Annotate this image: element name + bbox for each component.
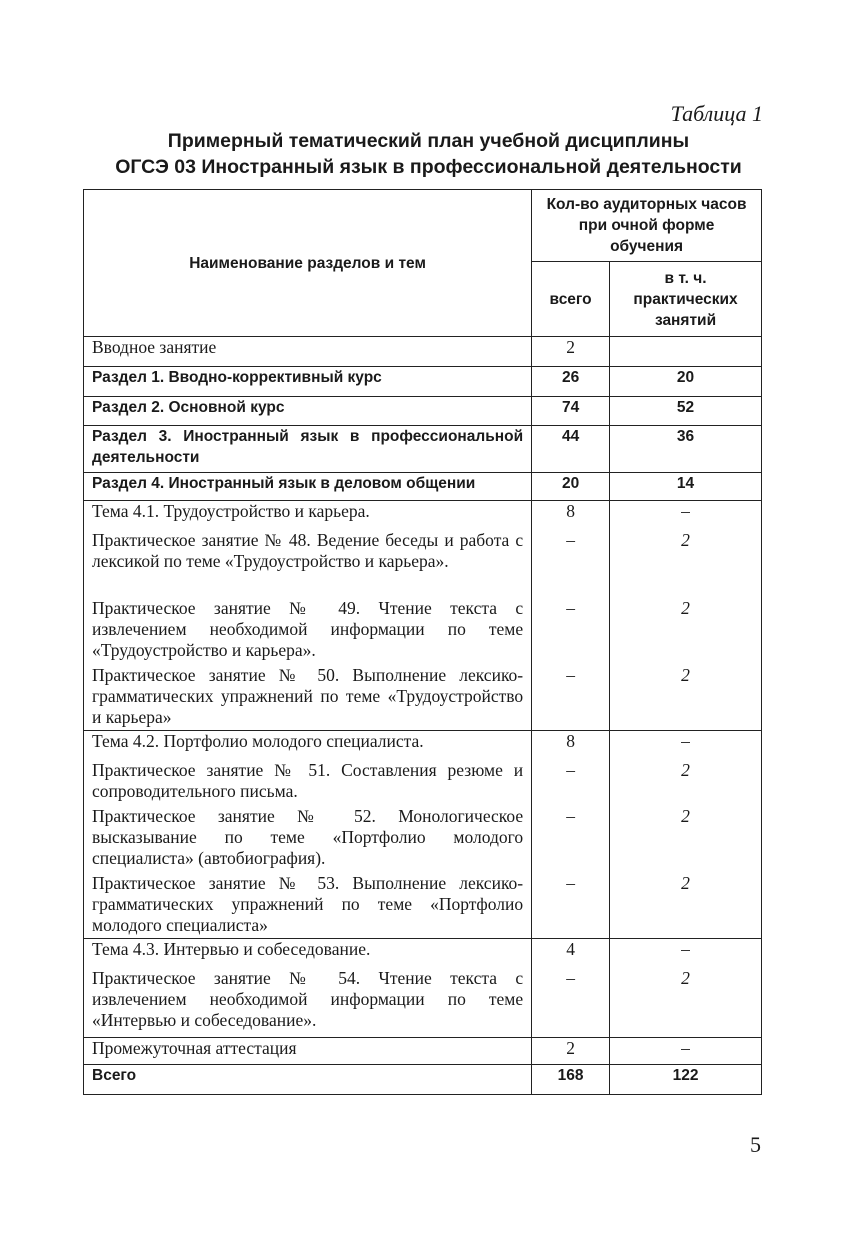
row-name: Тема 4.2. Портфолио молодого специалиста.: [84, 731, 532, 760]
header-name: Наименование разделов и тем: [84, 190, 532, 337]
row-total: 2: [532, 1038, 610, 1065]
row-total: –: [532, 760, 610, 806]
row-total: –: [532, 968, 610, 1038]
row-practical: 2: [610, 530, 762, 598]
row-total: –: [532, 873, 610, 939]
table-row: [84, 873, 762, 939]
table-row: [84, 968, 762, 1038]
row-total: 44: [532, 426, 610, 473]
table-title: [0, 128, 857, 180]
table-row: [84, 760, 762, 806]
table-row: [84, 501, 762, 530]
page-number: 5: [750, 1132, 761, 1157]
row-practical: 20: [610, 367, 762, 397]
row-total: –: [532, 598, 610, 665]
row-total: 168: [532, 1065, 610, 1095]
header-hours: Кол-во аудиторных часов при очной форме обучения: [532, 190, 762, 262]
row-total: 8: [532, 501, 610, 530]
row-total: 26: [532, 367, 610, 397]
row-practical: –: [610, 731, 762, 760]
row-practical: 36: [610, 426, 762, 473]
row-practical: 122: [610, 1065, 762, 1095]
row-practical: 52: [610, 397, 762, 426]
row-total: 8: [532, 731, 610, 760]
table-row: [84, 367, 762, 397]
table-row: [84, 473, 762, 501]
row-name: Тема 4.3. Интервью и собеседование.: [84, 939, 532, 968]
row-practical: 2: [610, 665, 762, 731]
header-practical: в т. ч. практических занятий: [610, 262, 762, 337]
row-total: 74: [532, 397, 610, 426]
row-practical: 2: [610, 968, 762, 1038]
header-total: всего: [532, 262, 610, 337]
row-total: 2: [532, 337, 610, 367]
row-total: 4: [532, 939, 610, 968]
title-line-1: Примерный тематический план учебной дисциплины: [167, 130, 690, 152]
table-row: [84, 530, 762, 598]
row-name: Раздел 2. Основной курс: [84, 397, 532, 426]
table-row: [84, 337, 762, 367]
table-row: [84, 1038, 762, 1065]
row-practical: 2: [610, 873, 762, 939]
table-caption: Таблица 1: [670, 101, 763, 126]
table-row: [84, 665, 762, 731]
table-row: [84, 806, 762, 873]
row-name: Тема 4.1. Трудоустройство и карьера.: [84, 501, 532, 530]
row-name: Раздел 3. Иностранный язык в профессиональной деятельности: [84, 426, 532, 473]
table-row: [84, 426, 762, 473]
row-name: Практическое занятие № 51. Составления резюме и сопроводительного письма.: [84, 760, 532, 806]
row-name: Практическое занятие № 50. Выполнение лексико-грамматических упражнений по теме «Трудоустройство и карьера»: [84, 665, 532, 731]
row-practical: 2: [610, 806, 762, 873]
table-row: [84, 939, 762, 968]
row-name: Раздел 4. Иностранный язык в деловом общении: [84, 473, 532, 501]
row-total: –: [532, 806, 610, 873]
row-name: Практическое занятие № 53. Выполнение лексико-грамматических упражнений по теме «Портфолио молодого специалиста»: [84, 873, 532, 939]
row-name: Практическое занятие № 54. Чтение текста с извлечением необходимой информации по теме «Интервью и собеседование».: [84, 968, 532, 1038]
row-practical: 2: [610, 760, 762, 806]
table-row-total: [84, 1065, 762, 1095]
row-name: Вводное занятие: [84, 337, 532, 367]
header-row: [84, 190, 762, 262]
row-practical: –: [610, 501, 762, 530]
title-line-2: ОГСЭ 03 Иностранный язык в профессиональной деятельности: [115, 156, 742, 178]
row-practical: [610, 337, 762, 367]
row-practical: 14: [610, 473, 762, 501]
row-practical: –: [610, 1038, 762, 1065]
thematic-plan-table: [83, 189, 762, 1095]
table-row: [84, 731, 762, 760]
row-name: Практическое занятие № 49. Чтение текста с извлечением необходимой информации по теме «Трудоустройство и карьера».: [84, 598, 532, 665]
row-name: Всего: [84, 1065, 532, 1095]
table-row: [84, 598, 762, 665]
row-name: Раздел 1. Вводно-коррективный курс: [84, 367, 532, 397]
row-total: –: [532, 665, 610, 731]
row-name: Практическое занятие № 48. Ведение беседы и работа с лексикой по теме «Трудоустройство и карьера».: [84, 530, 532, 598]
row-total: 20: [532, 473, 610, 501]
row-name: Практическое занятие № 52. Монологическое высказывание по теме «Портфолио молодого специалиста» (автобиография).: [84, 806, 532, 873]
row-practical: –: [610, 939, 762, 968]
table-row: [84, 397, 762, 426]
row-name: Промежуточная аттестация: [84, 1038, 532, 1065]
row-practical: 2: [610, 598, 762, 665]
row-total: –: [532, 530, 610, 598]
